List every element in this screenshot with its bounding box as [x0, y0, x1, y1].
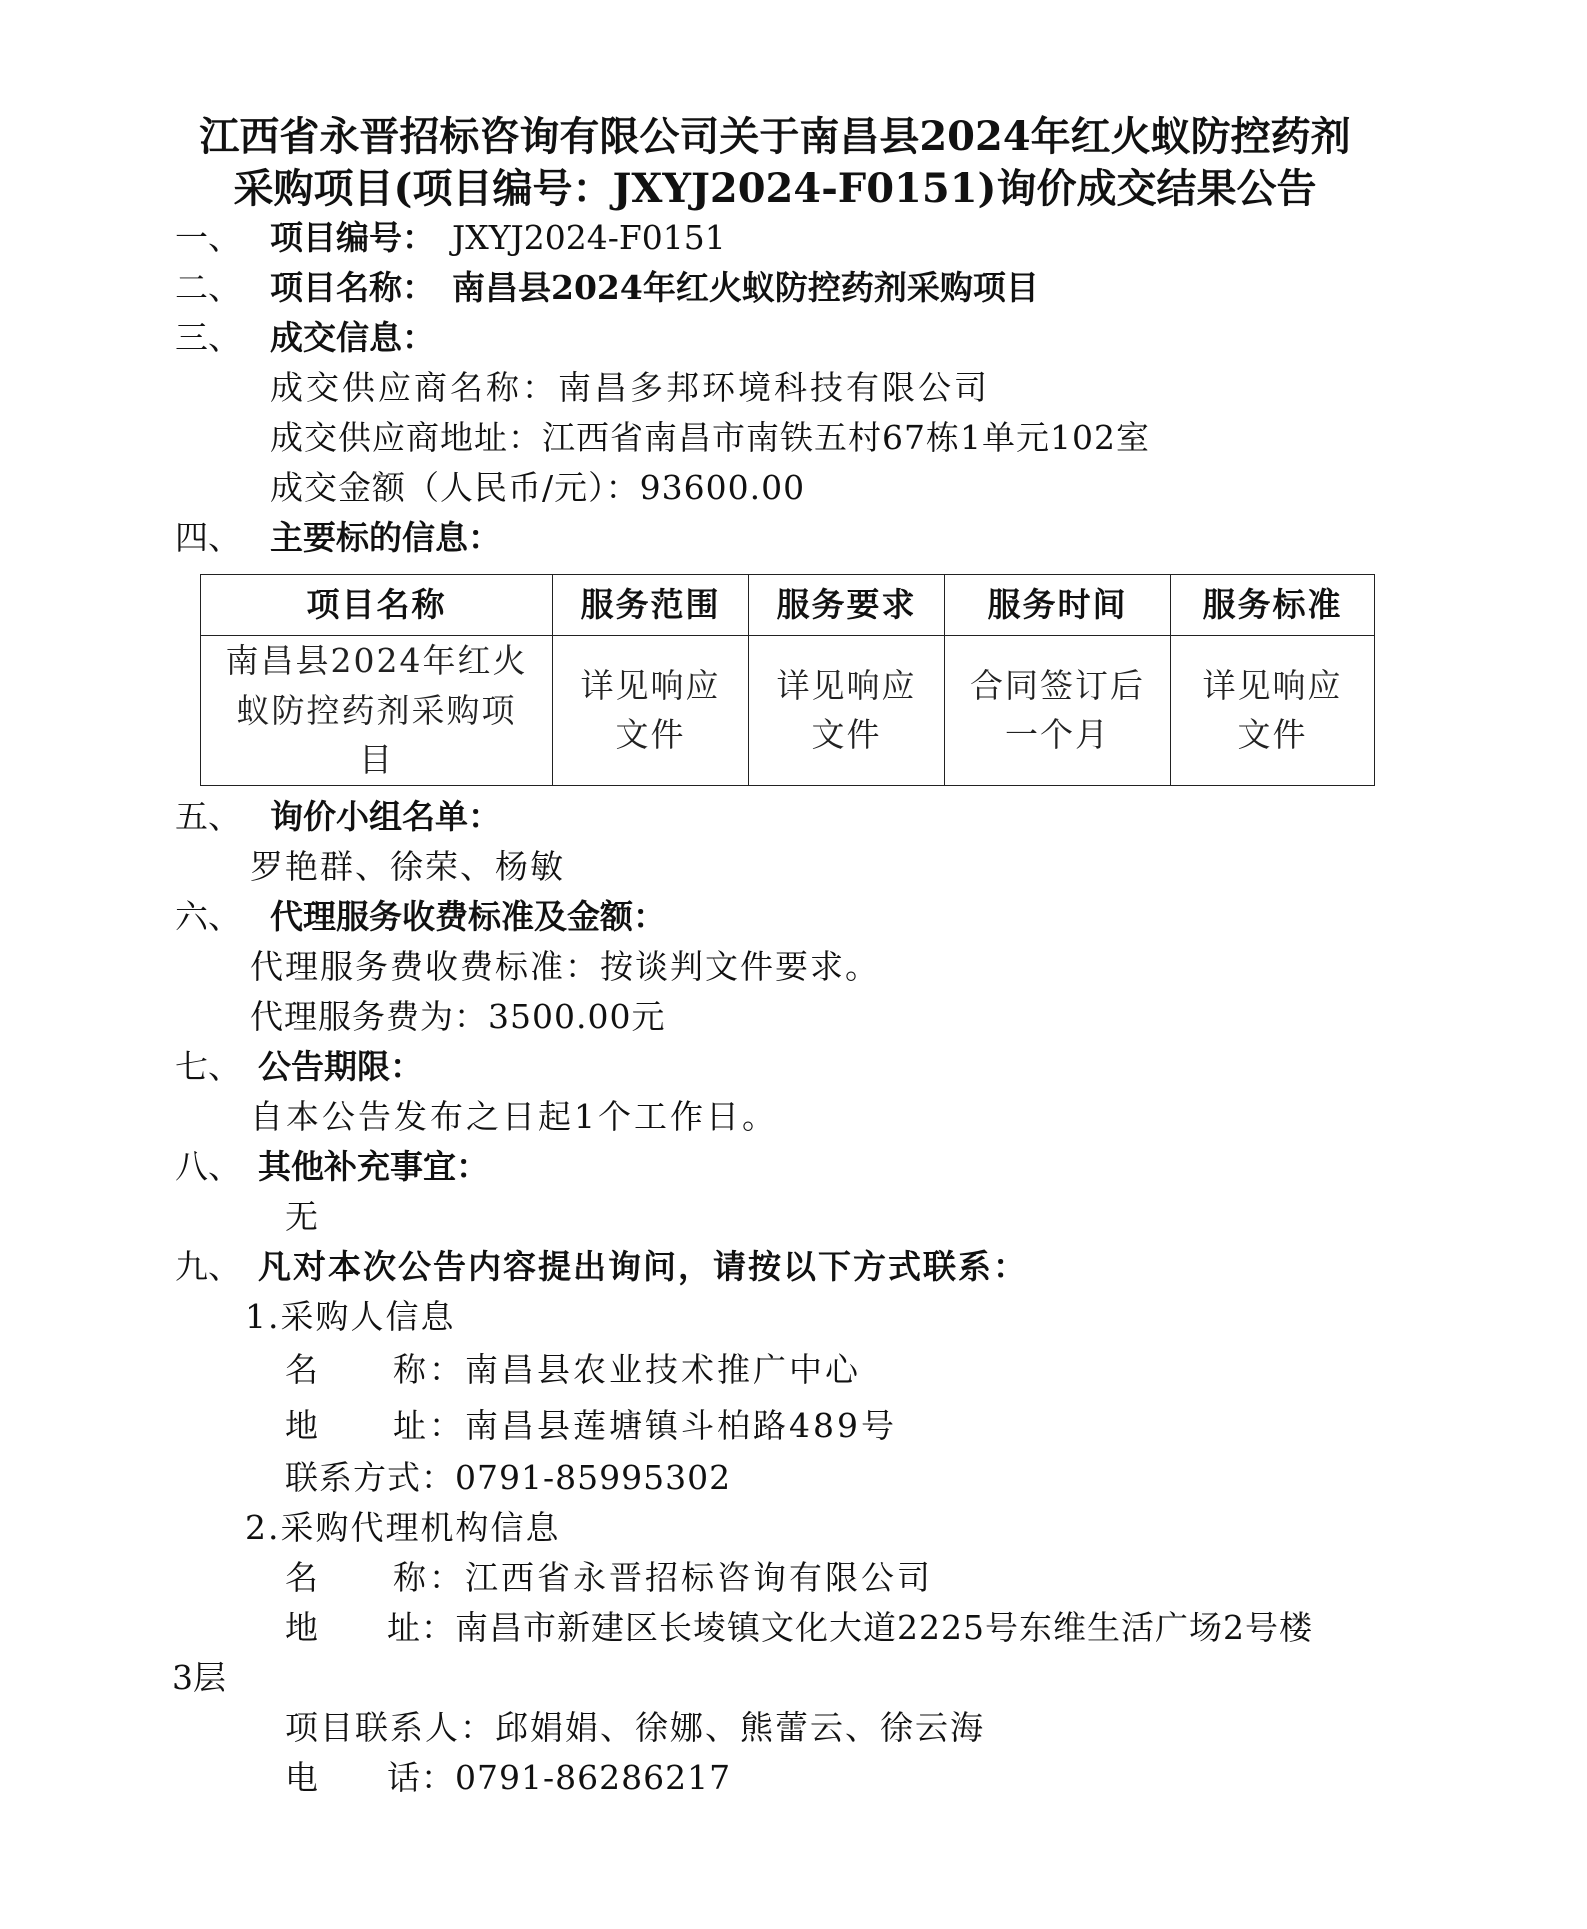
project-number-value: JXYJ2024-F0151	[452, 218, 726, 257]
project-name-value: 南昌县2024年红火蚁防控药剂采购项目	[452, 268, 1039, 307]
purchaser-contact: 联系方式：0791-85995302	[285, 1458, 732, 1497]
agency-heading: 2.采购代理机构信息	[245, 1508, 561, 1547]
section-8-label: 其他补充事宜：	[258, 1147, 489, 1186]
supplier-name: 成交供应商名称：南昌多邦环境科技有限公司	[270, 368, 990, 407]
supplier-address: 成交供应商地址：江西省南昌市南铁五村67栋1单元102室	[270, 418, 1150, 457]
section-3-label: 成交信息：	[270, 318, 435, 357]
section-8-number: 八、	[175, 1147, 241, 1186]
table-cell: 南昌县2024年红火蚁防控药剂采购项目	[201, 636, 553, 786]
section-6-number: 六、	[175, 897, 241, 936]
document-title-line-2: 采购项目(项目编号：JXYJ2024-F0151)询价成交结果公告	[233, 165, 1317, 212]
table-cell: 详见响应文件	[553, 636, 749, 786]
section-3-number: 三、	[175, 318, 241, 357]
fee-standard: 代理服务费收费标准：按谈判文件要求。	[250, 947, 880, 986]
purchaser-address: 地 址：南昌县莲塘镇斗柏路489号	[285, 1406, 897, 1445]
table-header-cell: 项目名称	[201, 575, 553, 636]
table-header-row	[201, 575, 1375, 636]
table-cell: 详见响应文件	[1171, 636, 1375, 786]
section-7-label: 公告期限：	[258, 1047, 423, 1086]
agency-contacts: 项目联系人：邱娟娟、徐娜、熊蕾云、徐云海	[285, 1708, 985, 1747]
agency-address-line-2: 3层	[172, 1658, 226, 1697]
section-1-number: 一、	[175, 218, 241, 257]
table-header-cell: 服务时间	[945, 575, 1171, 636]
section-7-number: 七、	[175, 1047, 241, 1086]
deal-amount: 成交金额（人民币/元）：93600.00	[270, 468, 806, 507]
section-6-label: 代理服务收费标准及金额：	[270, 897, 666, 936]
table-header-cell: 服务标准	[1171, 575, 1375, 636]
section-5-label: 询价小组名单：	[270, 797, 501, 836]
announcement-period: 自本公告发布之日起1个工作日。	[250, 1097, 778, 1136]
section-4-label: 主要标的信息：	[270, 518, 501, 557]
section-2-label: 项目名称：	[270, 268, 435, 307]
table-cell: 合同签订后一个月	[945, 636, 1171, 786]
agency-name: 名 称：江西省永晋招标咨询有限公司	[285, 1558, 933, 1597]
section-1-label: 项目编号：	[270, 218, 435, 257]
table-row	[201, 636, 1375, 786]
section-9-label: 凡对本次公告内容提出询问，请按以下方式联系：	[258, 1247, 1028, 1286]
section-2-number: 二、	[175, 268, 241, 307]
table-cell: 详见响应文件	[749, 636, 945, 786]
purchaser-heading: 1.采购人信息	[245, 1297, 456, 1336]
agency-fee: 代理服务费为：3500.00元	[250, 997, 666, 1036]
panel-members: 罗艳群、徐荣、杨敏	[250, 847, 565, 886]
subject-info-table	[200, 574, 1375, 786]
table-header-cell: 服务范围	[553, 575, 749, 636]
section-9-number: 九、	[175, 1247, 241, 1286]
table-header-cell: 服务要求	[749, 575, 945, 636]
document-title-line-1: 江西省永晋招标咨询有限公司关于南昌县2024年红火蚁防控药剂	[199, 113, 1351, 160]
purchaser-name: 名 称：南昌县农业技术推广中心	[285, 1350, 861, 1389]
agency-phone: 电 话：0791-86286217	[285, 1758, 732, 1797]
section-5-number: 五、	[175, 797, 241, 836]
agency-address-line-1: 地 址：南昌市新建区长堎镇文化大道2225号东维生活广场2号楼	[285, 1608, 1313, 1647]
section-4-number: 四、	[175, 518, 241, 557]
other-matters-value: 无	[285, 1197, 318, 1236]
